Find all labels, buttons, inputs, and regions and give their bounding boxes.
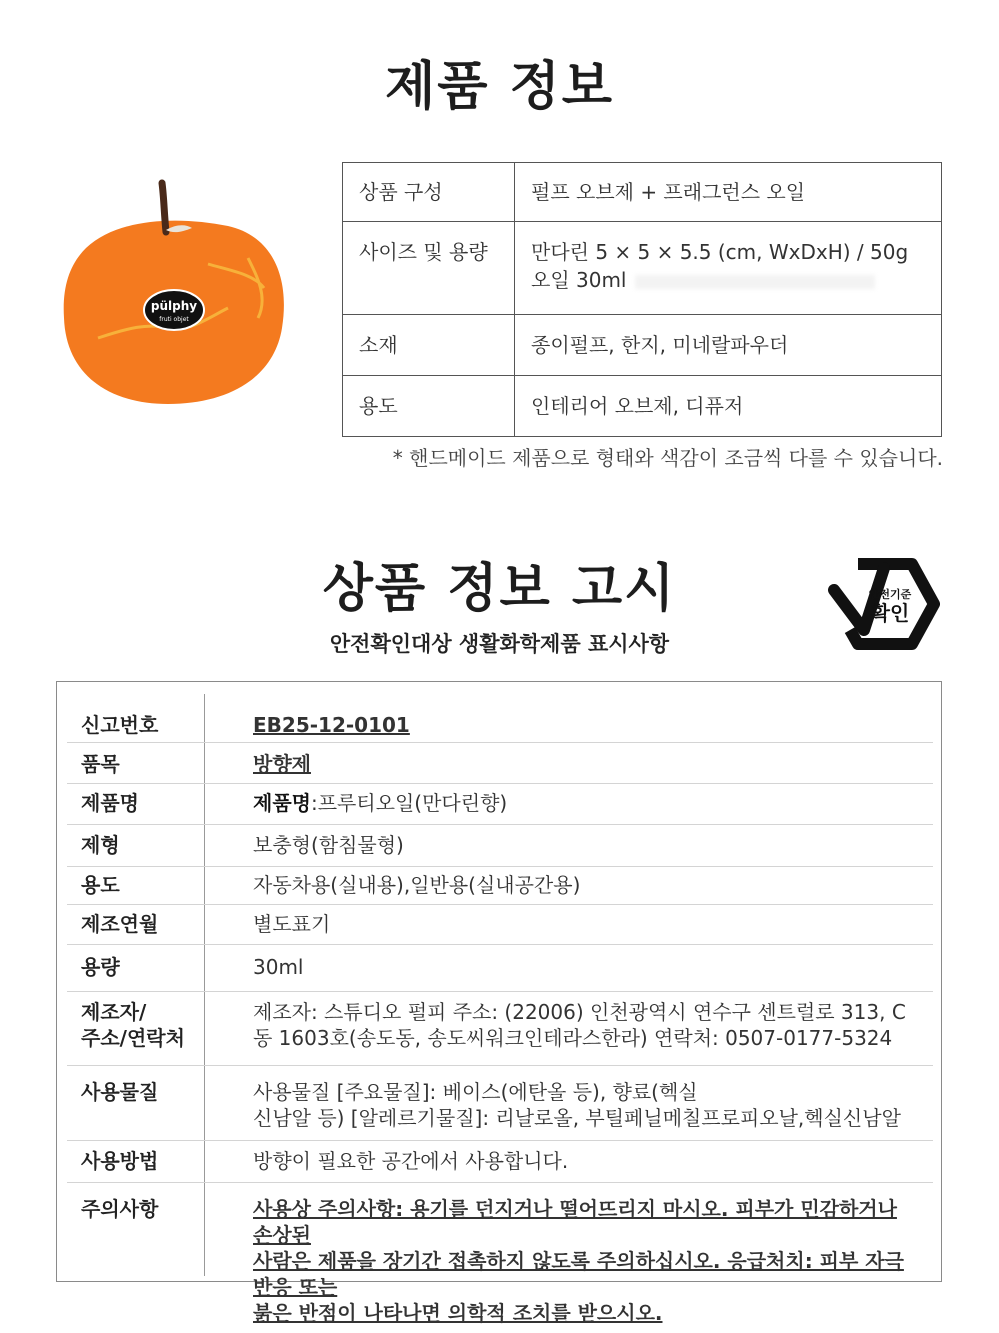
notice-value-prefix: 제품명 xyxy=(253,791,311,815)
notice-value: 방향이 필요한 공간에서 사용합니다. xyxy=(253,1149,569,1173)
badge-main-text: 확인 xyxy=(870,601,910,625)
notice-label: 주의사항 xyxy=(81,1197,159,1221)
notice-row-item xyxy=(67,742,933,784)
notice-label: 품목 xyxy=(81,752,120,776)
notice-label: 사용방법 xyxy=(81,1149,159,1173)
spec-value: 만다린 5 × 5 × 5.5 (cm, WxDxH) / 50g xyxy=(531,240,909,264)
notice-value: 별도표기 xyxy=(253,912,331,936)
spec-row-material xyxy=(343,315,942,376)
notice-value: 보충형(함침물형) xyxy=(253,833,404,857)
notice-label: 사용물질 xyxy=(81,1080,159,1104)
notice-row-manufacture-date xyxy=(67,904,933,945)
notice-row-substances xyxy=(67,1065,933,1141)
section-title-product-info: 제품 정보 xyxy=(384,57,615,117)
notice-value: 30ml xyxy=(253,955,304,979)
notice-value: 제조자: 스튜디오 펄피 주소: (22006) 인천광역시 연수구 센트럴로 313, C동 1603호(송도동, 송도씨워크인테라스한라) 연락처: 0507-0177-5324 xyxy=(253,1000,906,1050)
notice-value: 자동차용(실내용),일반용(실내공간용) xyxy=(253,873,581,897)
notice-row-manufacturer xyxy=(67,991,933,1066)
notice-label: 제조자/ 주소/연락처 xyxy=(81,1000,185,1050)
notice-row-caution xyxy=(67,1182,933,1325)
spec-row-size xyxy=(343,222,942,315)
brand-name: pülphy xyxy=(150,299,198,313)
spec-value: 펄프 오브제 + 프래그런스 오일 xyxy=(515,163,942,222)
notice-label: 제형 xyxy=(81,833,120,857)
notice-row-directions xyxy=(67,1140,933,1183)
handmade-note: * 핸드메이드 제품으로 형태와 색감이 조금씩 다를 수 있습니다. xyxy=(392,446,943,470)
spec-value: 인테리어 오브제, 디퓨저 xyxy=(515,376,942,437)
product-image xyxy=(58,178,290,410)
spec-value: 종이펄프, 한지, 미네랄파우더 xyxy=(515,315,942,376)
brand-tagline: fruti objet xyxy=(159,316,189,323)
notice-label: 제조연월 xyxy=(81,912,159,936)
badge-top-text: 안전기준 xyxy=(868,588,912,601)
notice-value: 사용물질 [주요물질]: 베이스(에탄올 등), 향료(헥실 신남알 등) [알레르기물질]: 리날로올, 부틸페닐메칠프로피오날,헥실신남알 xyxy=(253,1080,901,1130)
spec-value-oil: 오일 30ml xyxy=(531,268,627,292)
notice-row-form xyxy=(67,824,933,867)
notice-label: 용량 xyxy=(81,955,120,979)
spec-row-usage xyxy=(343,376,942,437)
notice-label: 제품명 xyxy=(81,791,139,815)
notice-value-cell xyxy=(253,790,913,816)
notice-value: 방향제 xyxy=(253,752,311,776)
spec-label: 사이즈 및 용량 xyxy=(343,222,515,315)
notice-row-report-no xyxy=(67,702,933,743)
notice-label: 신고번호 xyxy=(81,713,159,737)
notice-value: EB25-12-0101 xyxy=(253,713,410,737)
spec-value-line2 xyxy=(531,266,925,294)
notice-row-usage xyxy=(67,866,933,905)
spec-label: 소재 xyxy=(343,315,515,376)
fruit-stem xyxy=(162,183,166,232)
notice-row-product-name xyxy=(67,783,933,825)
notice-value: :프루티오일(만다린향) xyxy=(310,791,508,815)
notice-value: 사용상 주의사항: 용기를 던지거나 떨어뜨리지 마시오. 피부가 민감하거나 손상된 사람은 제품을 장기간 접촉하지 않도록 주의하십시오. 응급처치: 피부 자극 반응 또는 붉은 반점이 나타나면 의학적 조치를 받으시오. xyxy=(253,1197,904,1325)
spec-row-composition xyxy=(343,163,942,222)
spec-label: 용도 xyxy=(343,376,515,437)
spec-value-cell xyxy=(515,222,942,315)
safety-check-badge xyxy=(828,556,940,652)
spec-label: 상품 구성 xyxy=(343,163,515,222)
spec-table xyxy=(342,162,942,437)
notice-subtitle: 안전확인대상 생활화학제품 표시사항 xyxy=(329,632,670,656)
blurred-text xyxy=(635,275,875,289)
section-title-notice: 상품 정보 고시 xyxy=(322,559,677,619)
notice-label: 용도 xyxy=(81,873,120,897)
notice-row-capacity xyxy=(67,944,933,992)
notice-table xyxy=(56,681,942,1325)
